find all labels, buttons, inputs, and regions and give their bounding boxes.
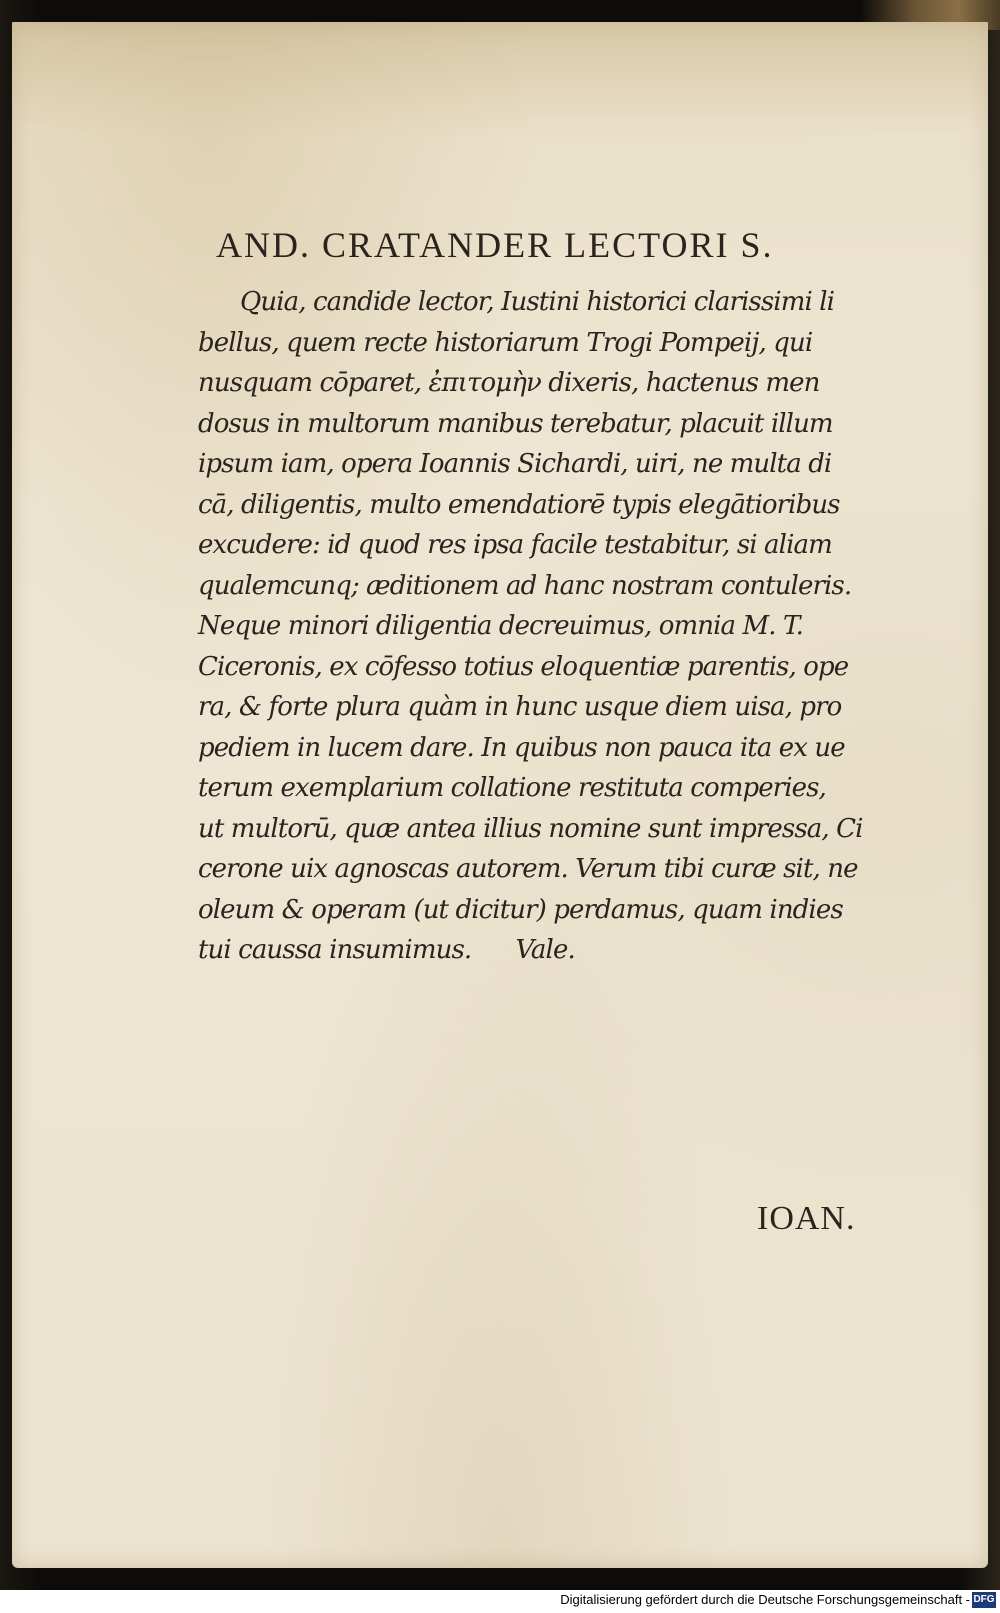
text-line: dosus in multorum manibus terebatur, placuit illum (198, 408, 833, 439)
text-line: oleum & operam (ut dicitur) perdamus, quam indies (198, 894, 843, 925)
text-line: bellus, quem recte historiarum Trogi Pompeij, qui (198, 327, 813, 358)
text-line: cerone uix agnoscas autorem. Verum tibi curæ sit, ne (198, 854, 858, 884)
text-line: Ciceronis, ex cōfesso totius eloquentiæ parentis, ope (198, 651, 849, 682)
book-page (12, 22, 988, 1568)
text-line: nusquam cōparet, ἐπιτομὴν dixeris, hactenus men (198, 368, 820, 398)
text-line: ra, & forte plura quàm in hunc usque diem uisa, pro (198, 692, 842, 722)
catchword: IOAN. (757, 1200, 856, 1237)
text-line: Neque minori diligentia decreuimus, omnia M. T. (198, 611, 803, 641)
water-stain (12, 22, 988, 140)
footer-bar (0, 1590, 1000, 1613)
preface-text-block (198, 222, 888, 971)
text-line: tui caussa insumimus. Vale. (198, 935, 575, 965)
page-heading: AND. CRATANDER LECTORI S. (216, 225, 774, 265)
footer-credit: Digitalisierung gefördert durch die Deutsche Forschungsgemeinschaft - (560, 1592, 970, 1607)
text-line: qualemcunq; æditionem ad hanc nostram contuleris. (198, 570, 852, 601)
text-line: excudere: id quod res ipsa facile testabitur, si aliam (198, 530, 832, 560)
text-line: terum exemplarium collatione restituta comperies, (198, 773, 826, 803)
text-line: pediem in lucem dare. In quibus non pauca ita ex ue (198, 732, 845, 763)
text-line: cā, diligentis, multo emendatiorē typis elegātioribus (198, 489, 840, 520)
text-line: ut multorū, quæ antea illius nomine sunt impressa, Ci (198, 813, 863, 844)
text-line: Quia, candide lector, Iustini historici clarissimi li (240, 287, 835, 317)
dfg-logo: DFG (972, 1592, 996, 1608)
text-line: ipsum iam, opera Ioannis Sichardi, uiri, ne multa di (198, 449, 832, 479)
